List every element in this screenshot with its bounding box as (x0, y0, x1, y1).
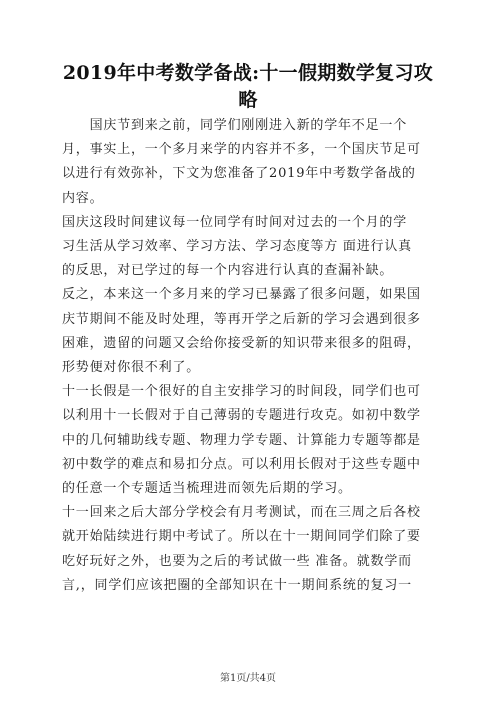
paragraph (62, 114, 434, 211)
document-body (62, 114, 434, 598)
text-line: 十一长假是一个很好的自主安排学习的时间段，同学们也可 (62, 384, 421, 400)
text-line: 吃好玩好之外，也要为之后的考试做一些 准备。就数学而 (62, 553, 412, 569)
text-line: 以进行有效弥补，下文为您准备了2019年中考数学备战的 (62, 166, 416, 182)
paragraph (62, 283, 434, 380)
text-line: 言,，同学们应该把圈的全部知识在十一期间系统的复习一 (62, 577, 412, 593)
document-title: 2019年中考数学备战:十一假期数学复习攻略 (62, 62, 434, 111)
text-line: 就开始陆续进行期中考试了。所以在十一期间同学们除了要 (62, 529, 421, 545)
page-number: 第1页/共4页 (219, 673, 277, 684)
text-line: 国庆这段时间建议每一位同学有时间对过去的一个月的学 (62, 214, 408, 230)
page-footer (0, 672, 496, 686)
text-line: 习生活从学习效率、学习方法、学习态度等方 面进行认真 (62, 239, 412, 255)
text-line: 初中数学的难点和易扣分点。可以利用长假对于这些专题中 (62, 456, 421, 472)
text-line: 形势便对你很不利了。 (62, 360, 201, 376)
text-line: 中的几何辅助线专题、物理力学专题、计算能力专题等都是 (62, 432, 421, 448)
text-line: 十一回来之后大部分学校会有月考测试，而在三周之后各校 (62, 505, 421, 521)
text-line: 月，事实上，一个多月来学的内容并不多，一个国庆节足可 (62, 142, 421, 158)
paragraph (62, 380, 434, 501)
text-line: 反之，本来这一个多月来的学习已暴露了很多问题，如果国 (62, 287, 421, 303)
text-line: 困难，遗留的问题又会给你接受新的知识带来很多的阻碍， (62, 335, 421, 351)
text-line: 国庆节到来之前，同学们刚刚进入新的学年不足一个 (62, 118, 408, 133)
text-line: 的反思，对已学过的每一个内容进行认真的查漏补缺。 (62, 263, 394, 279)
text-line: 庆节期间不能及时处理，等再开学之后新的学习会遇到很多 (62, 311, 421, 327)
text-line: 内容。 (62, 190, 104, 206)
text-line: 以利用十一长假对于自己薄弱的专题进行攻克。如初中数学 (62, 408, 421, 424)
text-line: 的任意一个专题适当梳理进而领先后期的学习。 (62, 481, 352, 497)
paragraph (62, 501, 434, 598)
paragraph (62, 211, 434, 284)
